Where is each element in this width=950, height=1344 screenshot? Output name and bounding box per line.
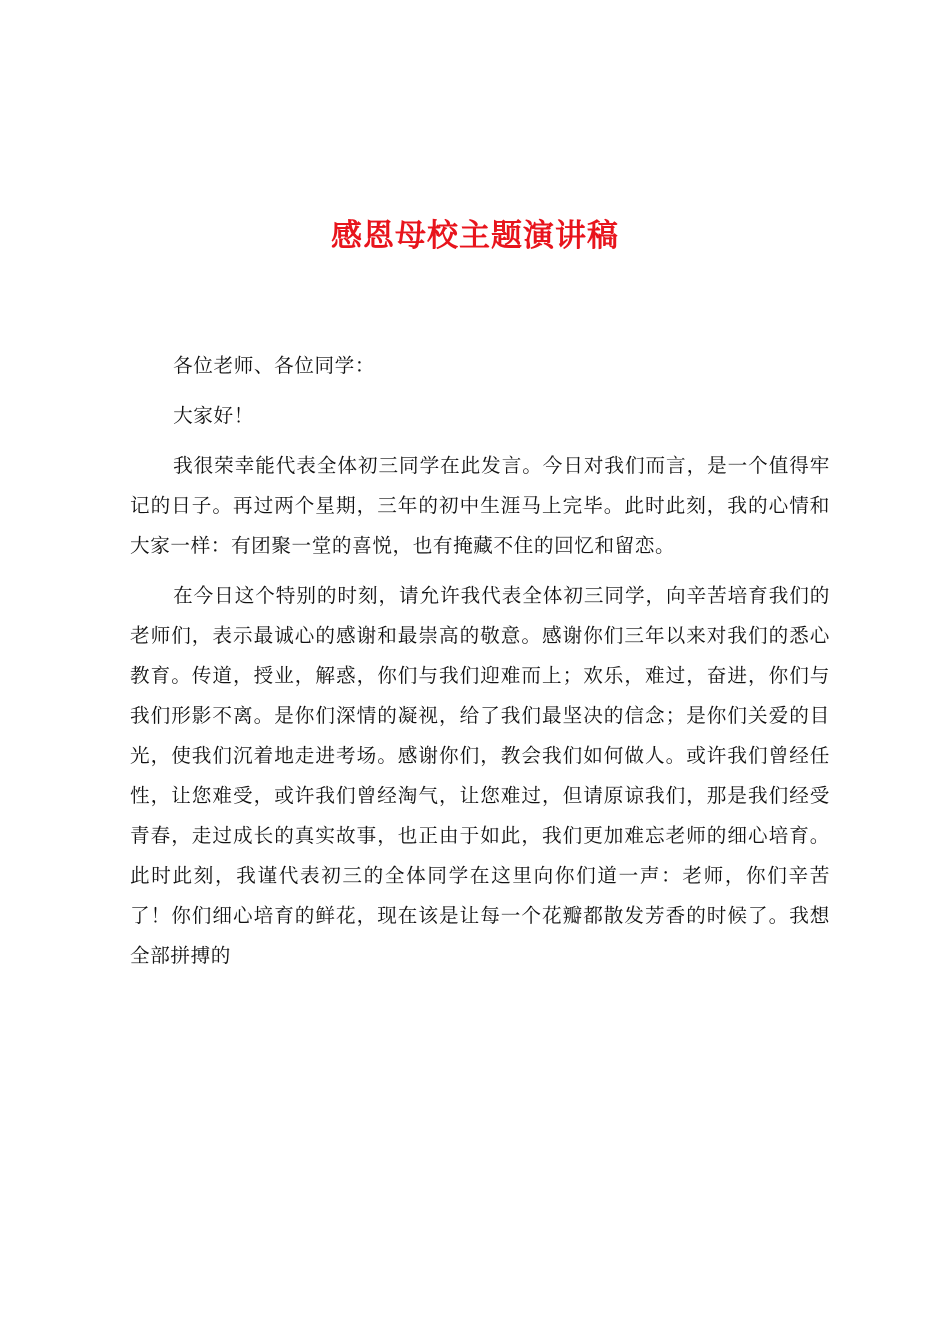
salutation-paragraph: 各位老师、各位同学： [173, 354, 376, 377]
document-title: 感恩母校主题演讲稿 [331, 218, 619, 254]
body-paragraph: 我很荣幸能代表全体初三同学在此发言。今日对我们而言，是一个值得牢记的日子。再过两个星期，三年的初中生涯马上完毕。此时此刻，我的心情和大家一样：有团聚一堂的喜悦，也有掩藏不住的回忆和留恋。 [130, 454, 830, 557]
greeting-paragraph: 大家好！ [173, 404, 254, 427]
document-body [130, 346, 830, 986]
body-paragraph: 在今日这个特别的时刻，请允许我代表全体初三同学，向辛苦培育我们的老师们，表示最诚心的感谢和最崇高的敬意。感谢你们三年以来对我们的悉心教育。传道，授业，解惑，你们与我们迎难而上；欢乐，难过，奋进，你们与我们形影不离。是你们深情的凝视，给了我们最坚决的信念；是你们关爱的目光，使我们沉着地走进考场。感谢你们，教会我们如何做人。或许我们曾经任性，让您难受，或许我们曾经淘气，让您难过，但请原谅我们，那是我们经受青春，走过成长的真实故事，也正由于如此，我们更加难忘老师的细心培育。此时此刻，我谨代表初三的全体同学在这里向你们道一声：老师，你们辛苦了！你们细心培育的鲜花，现在该是让每一个花瓣都散发芳香的时候了。我想全部拼搏的 [130, 584, 830, 967]
